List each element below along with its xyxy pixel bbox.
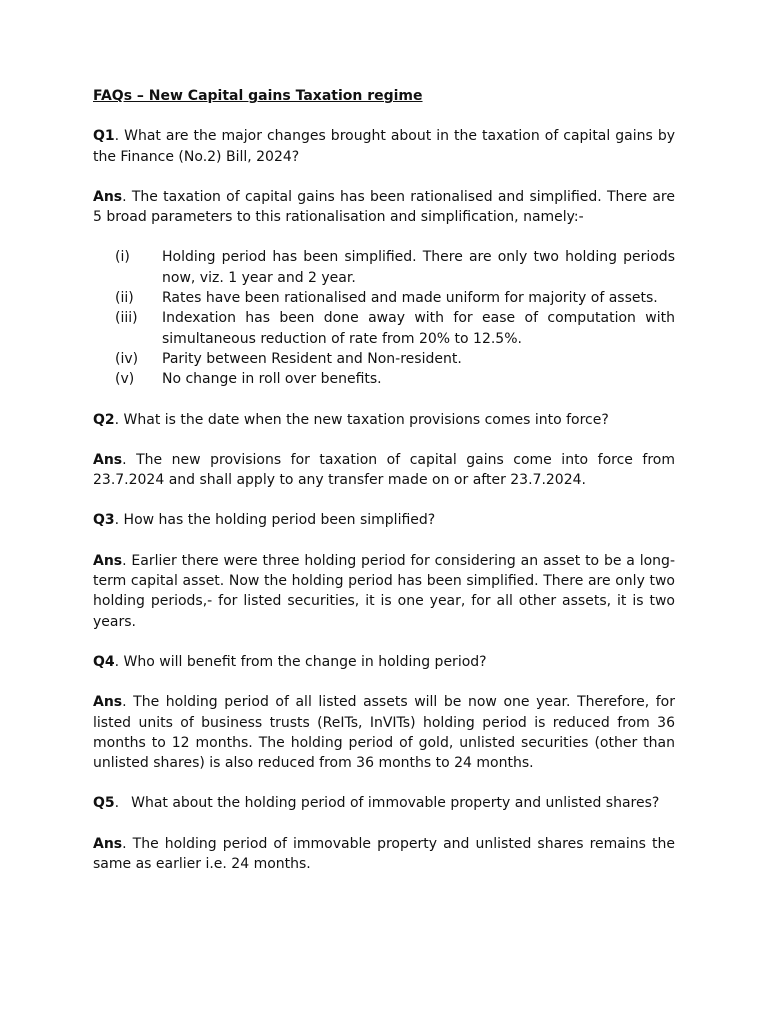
question-1-text: . What are the major changes brought about in the taxation of capital gains by the Finance (No.2) Bill, 2024? — [93, 128, 675, 165]
answer-3 — [93, 551, 675, 632]
list-item-number: (i) — [115, 249, 130, 266]
list-item — [93, 349, 675, 369]
list-item-text: Indexation has been done away with for ease of computation with simultaneous reduction of rate from 20% to 12.5%. — [162, 310, 675, 347]
question-4 — [93, 652, 675, 672]
answer-4-label: Ans — [93, 694, 123, 711]
document-page — [93, 86, 675, 894]
answer-1 — [93, 187, 675, 228]
answer-4 — [93, 692, 675, 773]
question-2 — [93, 410, 675, 430]
answer-2 — [93, 450, 675, 491]
list-item-number: (iv) — [115, 350, 139, 367]
list-item — [93, 247, 675, 288]
question-4-label: Q4 — [93, 653, 115, 670]
list-item-number: (v) — [115, 371, 135, 388]
list-item-text: Parity between Resident and Non-resident. — [162, 350, 462, 367]
question-3-text: . How has the holding period been simplified? — [114, 512, 436, 529]
question-3-label: Q3 — [93, 512, 115, 529]
list-item-text: No change in roll over benefits. — [162, 371, 382, 388]
list-item — [93, 308, 675, 349]
list-item-number: (iii) — [115, 310, 138, 327]
answer-1-label: Ans — [93, 188, 123, 205]
list-item-text: Holding period has been simplified. There are only two holding periods now, viz. 1 year and 2 year. — [162, 249, 675, 286]
question-2-label: Q2 — [93, 411, 115, 428]
question-2-text: . What is the date when the new taxation provisions comes into force? — [114, 411, 609, 428]
answer-5-label: Ans — [93, 835, 123, 852]
answer-5-text: . The holding period of immovable property and unlisted shares remains the same as earlier i.e. 24 months. — [93, 835, 675, 873]
question-5 — [93, 793, 675, 813]
question-1-label: Q1 — [93, 128, 115, 145]
list-item-text: Rates have been rationalised and made uniform for majority of assets. — [162, 290, 658, 307]
question-5-dot: . — [114, 795, 120, 812]
question-1 — [93, 126, 675, 167]
question-3 — [93, 510, 675, 530]
answer-3-label: Ans — [93, 552, 123, 569]
question-5-label: Q5 — [93, 795, 115, 812]
list-item-number: (ii) — [115, 290, 134, 307]
answer-3-text: . Earlier there were three holding period for considering an asset to be a long-term capital asset. Now the holding period has been simplified. There are only two holding periods,- for listed securities, it is one year, for all other assets, it is two years. — [93, 552, 675, 630]
answer-2-label: Ans — [93, 451, 123, 468]
answer-4-text: . The holding period of all listed assets will be now one year. Therefore, for listed units of business trusts (ReITs, InVITs) holding period is reduced from 36 months to 12 months. The holding period of gold, unlisted securities (other than unlisted shares) is also reduced from 36 months to 24 months. — [93, 694, 675, 772]
question-5-text: What about the holding period of immovable property and unlisted shares? — [131, 795, 660, 812]
list-item — [93, 288, 675, 308]
question-4-text: . Who will benefit from the change in holding period? — [114, 653, 487, 670]
list-item — [93, 369, 675, 389]
answer-5 — [93, 834, 675, 875]
answer-1-list — [93, 247, 675, 389]
answer-2-text: . The new provisions for taxation of capital gains come into force from 23.7.2024 and shall apply to any transfer made on or after 23.7.2024. — [93, 451, 675, 489]
answer-1-text: . The taxation of capital gains has been rationalised and simplified. There are 5 broad parameters to this rationalisation and simplification, namely:- — [93, 188, 675, 226]
document-title: FAQs – New Capital gains Taxation regime — [93, 88, 423, 104]
